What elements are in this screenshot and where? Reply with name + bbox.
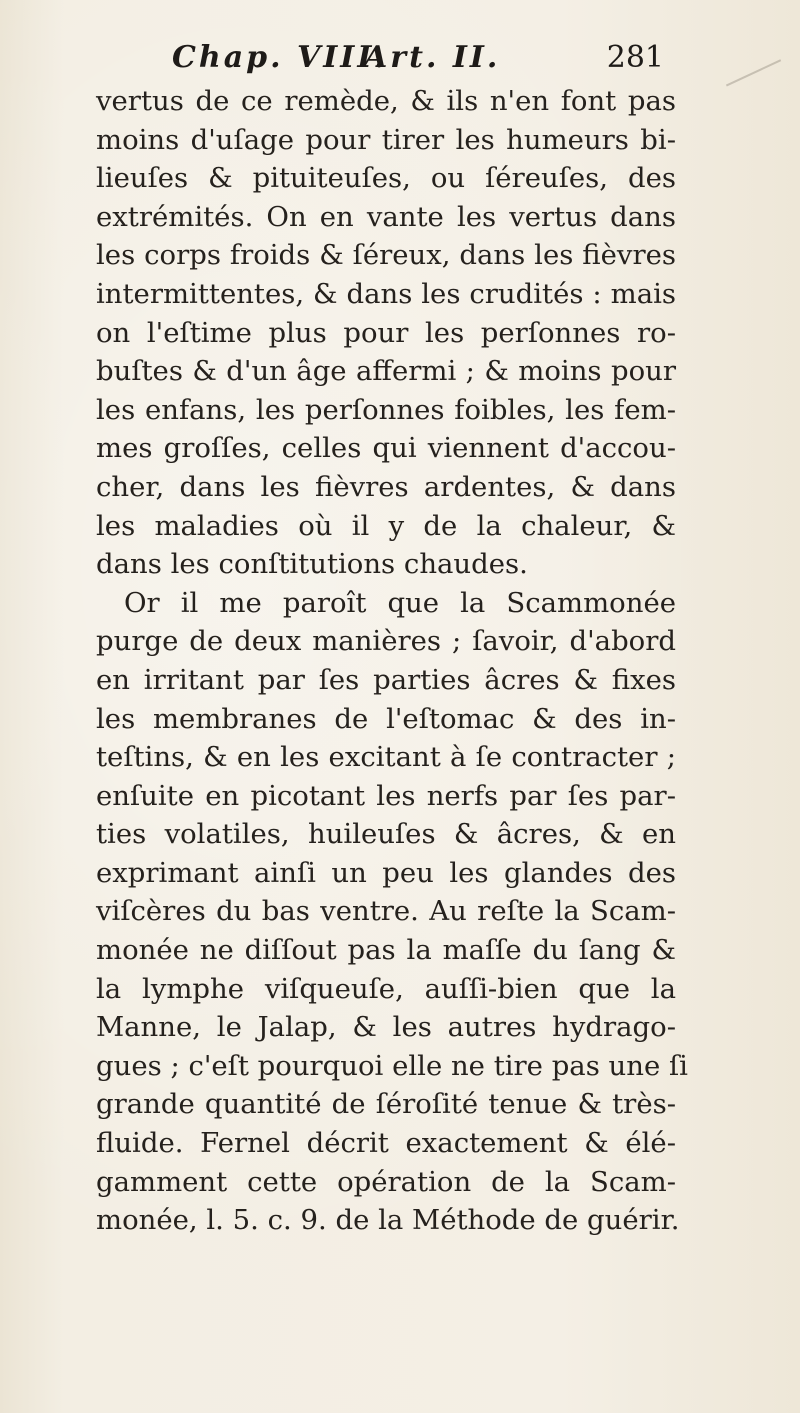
text-line: les membranes de l'eſtomac & des in- (96, 702, 676, 735)
text-line: intermittentes, & dans les crudités : mais (96, 277, 676, 310)
text-line: monée, l. 5. c. 9. de la Méthode de guérir. (96, 1204, 680, 1237)
text-line: fluide. Fernel décrit exactement & élé- (96, 1127, 676, 1160)
text-line: moins d'uſage pour tirer les humeurs bi- (96, 123, 676, 156)
text-line: les enfans, les perſonnes foibles, les fem- (96, 393, 676, 426)
text-line: teſtins, & en les excitant à ſe contracter ; (96, 741, 676, 774)
article-heading: Art. II. (364, 40, 501, 75)
chapter-heading: Chap. VIII. (172, 40, 388, 75)
text-line: on l'eſtime plus pour les perſonnes ro- (96, 316, 676, 349)
text-line: mes groſſes, celles qui viennent d'accou- (96, 432, 676, 465)
page-number: 281 (606, 40, 664, 75)
text-line: purge de deux manières ; ſavoir, d'abord (96, 625, 676, 658)
text-line: grande quantité de ſéroſité tenue & très- (96, 1088, 676, 1121)
text-line: extrémités. On en vante les vertus dans (96, 200, 676, 233)
text-line: monée ne diſſout pas la maſſe du ſang & (96, 934, 676, 967)
text-line: les maladies où il y de la chaleur, & (96, 509, 676, 542)
text-line: Or il me paroît que la Scammonée (124, 586, 676, 619)
text-line: cher, dans les fièvres ardentes, & dans (96, 470, 676, 503)
text-line: exprimant ainſi un peu les glandes des (96, 856, 676, 889)
text-line: dans les conſtitutions chaudes. (96, 548, 528, 581)
text-line: viſcères du bas ventre. Au reſte la Scam- (96, 895, 676, 928)
text-line: gamment cette opération de la Scam- (96, 1165, 676, 1198)
text-line: enſuite en picotant les nerfs par ſes par- (96, 779, 676, 812)
text-line: Manne, le Jalap, & les autres hydrago- (96, 1011, 676, 1044)
text-line: ties volatiles, huileuſes & âcres, & en (96, 818, 676, 851)
text-line: vertus de ce remède, & ils n'en font pas (96, 85, 676, 117)
text-line: buſtes & d'un âge affermi ; & moins pour (96, 355, 676, 388)
text-line: gues ; c'eſt pourquoi elle ne tire pas une ſi (96, 1049, 688, 1082)
text-line: en irritant par ſes parties âcres & fixes (96, 663, 676, 696)
text-line: la lymphe viſqueuſe, auſſi-bien que la (96, 972, 676, 1005)
text-line: les corps froids & ſéreux, dans les fièvres (96, 239, 676, 272)
running-header (172, 40, 664, 86)
body-text (96, 82, 688, 1240)
page-mark (726, 59, 798, 122)
text-line: lieuſes & pituiteuſes, ou ſéreuſes, des (96, 162, 676, 195)
